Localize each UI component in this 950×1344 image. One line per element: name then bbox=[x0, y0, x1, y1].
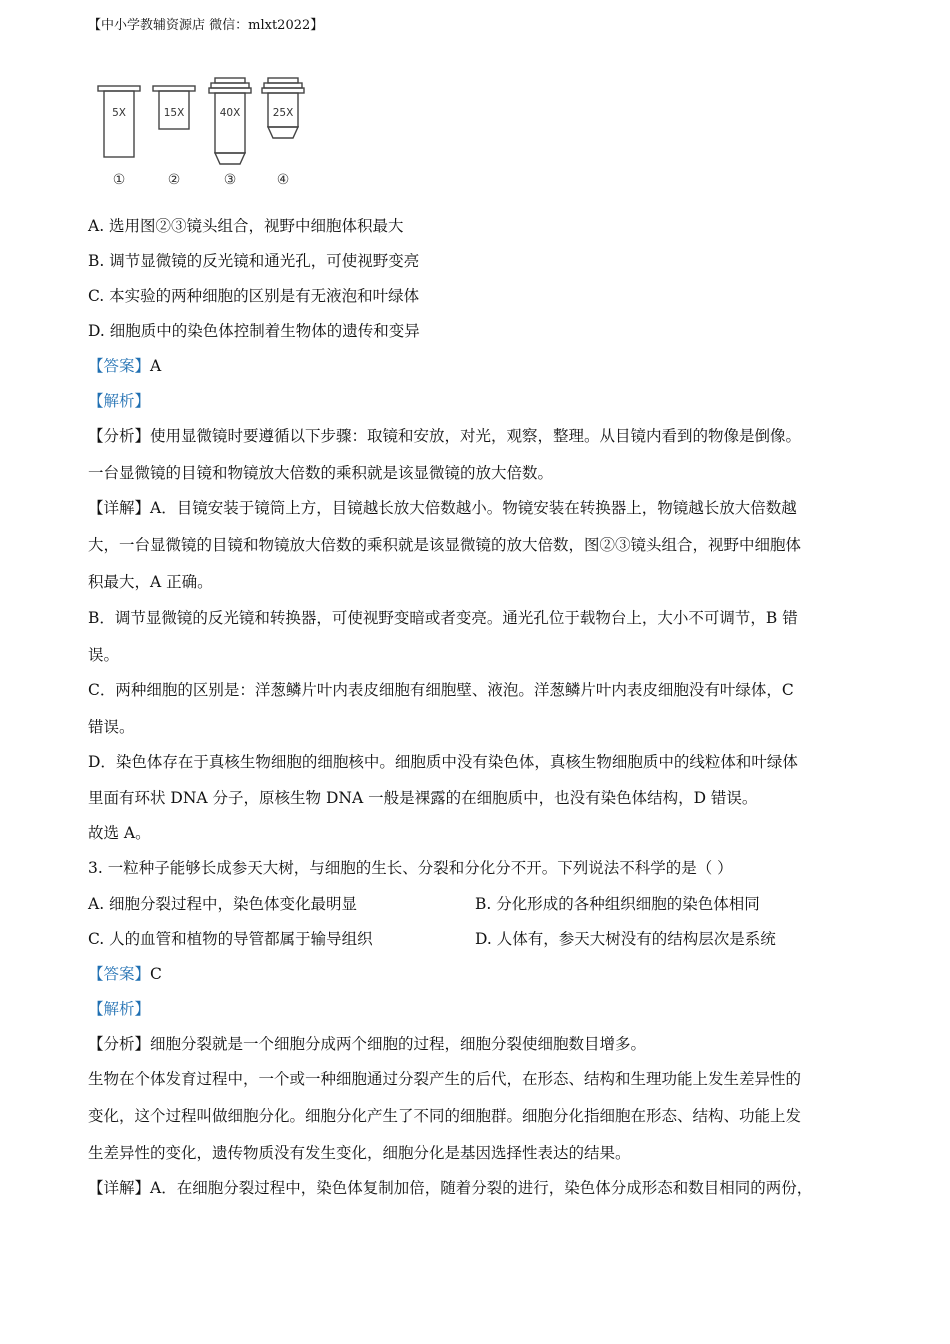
lens-label-2: 15X bbox=[163, 107, 185, 119]
q2-xiangjie-a-1 bbox=[88, 498, 797, 518]
xiangjie-text: A．在细胞分裂过程中，染色体复制加倍，随着分裂的进行，染色体分成形态和数目相同的两份， bbox=[150, 1179, 813, 1197]
fenxi-text: 使用显微镜时要遵循以下步骤：取镜和安放，对光，观察，整理。从目镜内看到的物像是倒像。 bbox=[150, 427, 802, 445]
microscope-lens-figure bbox=[92, 74, 322, 190]
q2-xiangjie-d-1: D．染色体存在于真核生物细胞的细胞核中。细胞质中没有染色体，真核生物细胞质中的线粒体和叶绿体 bbox=[88, 753, 798, 771]
lens-label-4: 25X bbox=[272, 107, 294, 119]
q2-analysis-tag: 【解析】 bbox=[88, 392, 151, 410]
q2-option-c: C. 本实验的两种细胞的区别是有无液泡和叶绿体 bbox=[88, 287, 420, 305]
q3-option-d: D. 人体有，参天大树没有的结构层次是系统 bbox=[475, 930, 776, 948]
eyepiece-5x bbox=[98, 86, 140, 91]
q2-xiangjie-a-3: 积最大，A 正确。 bbox=[88, 573, 213, 591]
xiangjie-tag: 【详解】 bbox=[88, 499, 151, 517]
q3-analysis-tag: 【解析】 bbox=[88, 1000, 151, 1018]
q3-question: 3. 一粒种子能够长成参天大树，与细胞的生长、分裂和分化分不开。下列说法不科学的是（ ） bbox=[88, 859, 733, 877]
q3-fenxi-line-2: 生物在个体发育过程中，一个或一种细胞通过分裂产生的后代，在形态、结构和生理功能上发生差异性的 bbox=[88, 1070, 802, 1088]
q2-xiangjie-c-1: C．两种细胞的区别是：洋葱鳞片叶内表皮细胞有细胞壁、液泡。洋葱鳞片叶内表皮细胞没有叶绿体，C bbox=[88, 681, 794, 699]
q3-option-a: A. 细胞分裂过程中，染色体变化最明显 bbox=[88, 895, 358, 913]
q3-option-b: B. 分化形成的各种组织细胞的染色体相同 bbox=[475, 895, 760, 913]
q2-xiangjie-a-2: 大，一台显微镜的目镜和物镜放大倍数的乘积就是该显微镜的放大倍数，图②③镜头组合，视野中细胞体 bbox=[88, 536, 802, 554]
objective-40x bbox=[215, 78, 245, 83]
lens-number-4: ④ bbox=[276, 172, 290, 188]
q3-option-c: C. 人的血管和植物的导管都属于输导组织 bbox=[88, 930, 373, 948]
fenxi-tag: 【分析】 bbox=[88, 1035, 151, 1053]
xiangjie-text: A．目镜安装于镜筒上方，目镜越长放大倍数越小。物镜安装在转换器上，物镜越长放大倍数越 bbox=[150, 499, 797, 517]
fenxi-tag: 【分析】 bbox=[88, 427, 151, 445]
answer-tag: 【答案】 bbox=[88, 357, 151, 375]
eyepiece-15x bbox=[153, 86, 195, 91]
lens-label-1: 5X bbox=[112, 107, 126, 119]
q2-xiangjie-b-1: B．调节显微镜的反光镜和转换器，可使视野变暗或者变亮。通光孔位于载物台上，大小不可调节，B 错 bbox=[88, 609, 798, 627]
q3-fenxi-line-4: 生差异性的变化，遗传物质没有发生变化，细胞分化是基因选择性表达的结果。 bbox=[88, 1144, 631, 1162]
lens-label-3: 40X bbox=[219, 107, 241, 119]
q2-xiangjie-b-2: 误。 bbox=[88, 646, 120, 664]
answer-tag: 【答案】 bbox=[88, 965, 151, 983]
page-header: 【中小学教辅资源店 微信：mlxt2022】 bbox=[88, 18, 324, 33]
q2-fenxi-line-2: 一台显微镜的目镜和物镜放大倍数的乘积就是该显微镜的放大倍数。 bbox=[88, 464, 554, 482]
q3-fenxi-line-1 bbox=[88, 1034, 646, 1054]
q2-xiangjie-d-2: 里面有环状 DNA 分子，原核生物 DNA 一般是裸露的在细胞质中，也没有染色体结构，D 错误。 bbox=[88, 789, 758, 807]
lens-number-3: ③ bbox=[223, 172, 237, 188]
q2-option-a: A. 选用图②③镜头组合，视野中细胞体积最大 bbox=[88, 217, 404, 235]
q3-fenxi-line-3: 变化，这个过程叫做细胞分化。细胞分化产生了不同的细胞群。细胞分化指细胞在形态、结构、功能上发 bbox=[88, 1107, 802, 1125]
q2-xiangjie-c-2: 错误。 bbox=[88, 718, 135, 736]
q2-answer bbox=[88, 356, 161, 376]
answer-value: A bbox=[150, 357, 162, 375]
q2-fenxi-line-1 bbox=[88, 426, 801, 446]
answer-value: C bbox=[150, 965, 162, 983]
q3-xiangjie-a-1 bbox=[88, 1178, 812, 1198]
q2-option-d: D. 细胞质中的染色体控制着生物体的遗传和变异 bbox=[88, 322, 420, 340]
objective-25x bbox=[268, 78, 298, 83]
xiangjie-tag: 【详解】 bbox=[88, 1179, 151, 1197]
q2-conclusion: 故选 A。 bbox=[88, 824, 151, 842]
q3-answer bbox=[88, 964, 162, 984]
fenxi-text: 细胞分裂就是一个细胞分成两个细胞的过程，细胞分裂使细胞数目增多。 bbox=[150, 1035, 647, 1053]
q2-option-b: B. 调节显微镜的反光镜和通光孔，可使视野变亮 bbox=[88, 252, 420, 270]
lens-number-2: ② bbox=[167, 172, 181, 188]
lens-number-1: ① bbox=[112, 172, 126, 188]
